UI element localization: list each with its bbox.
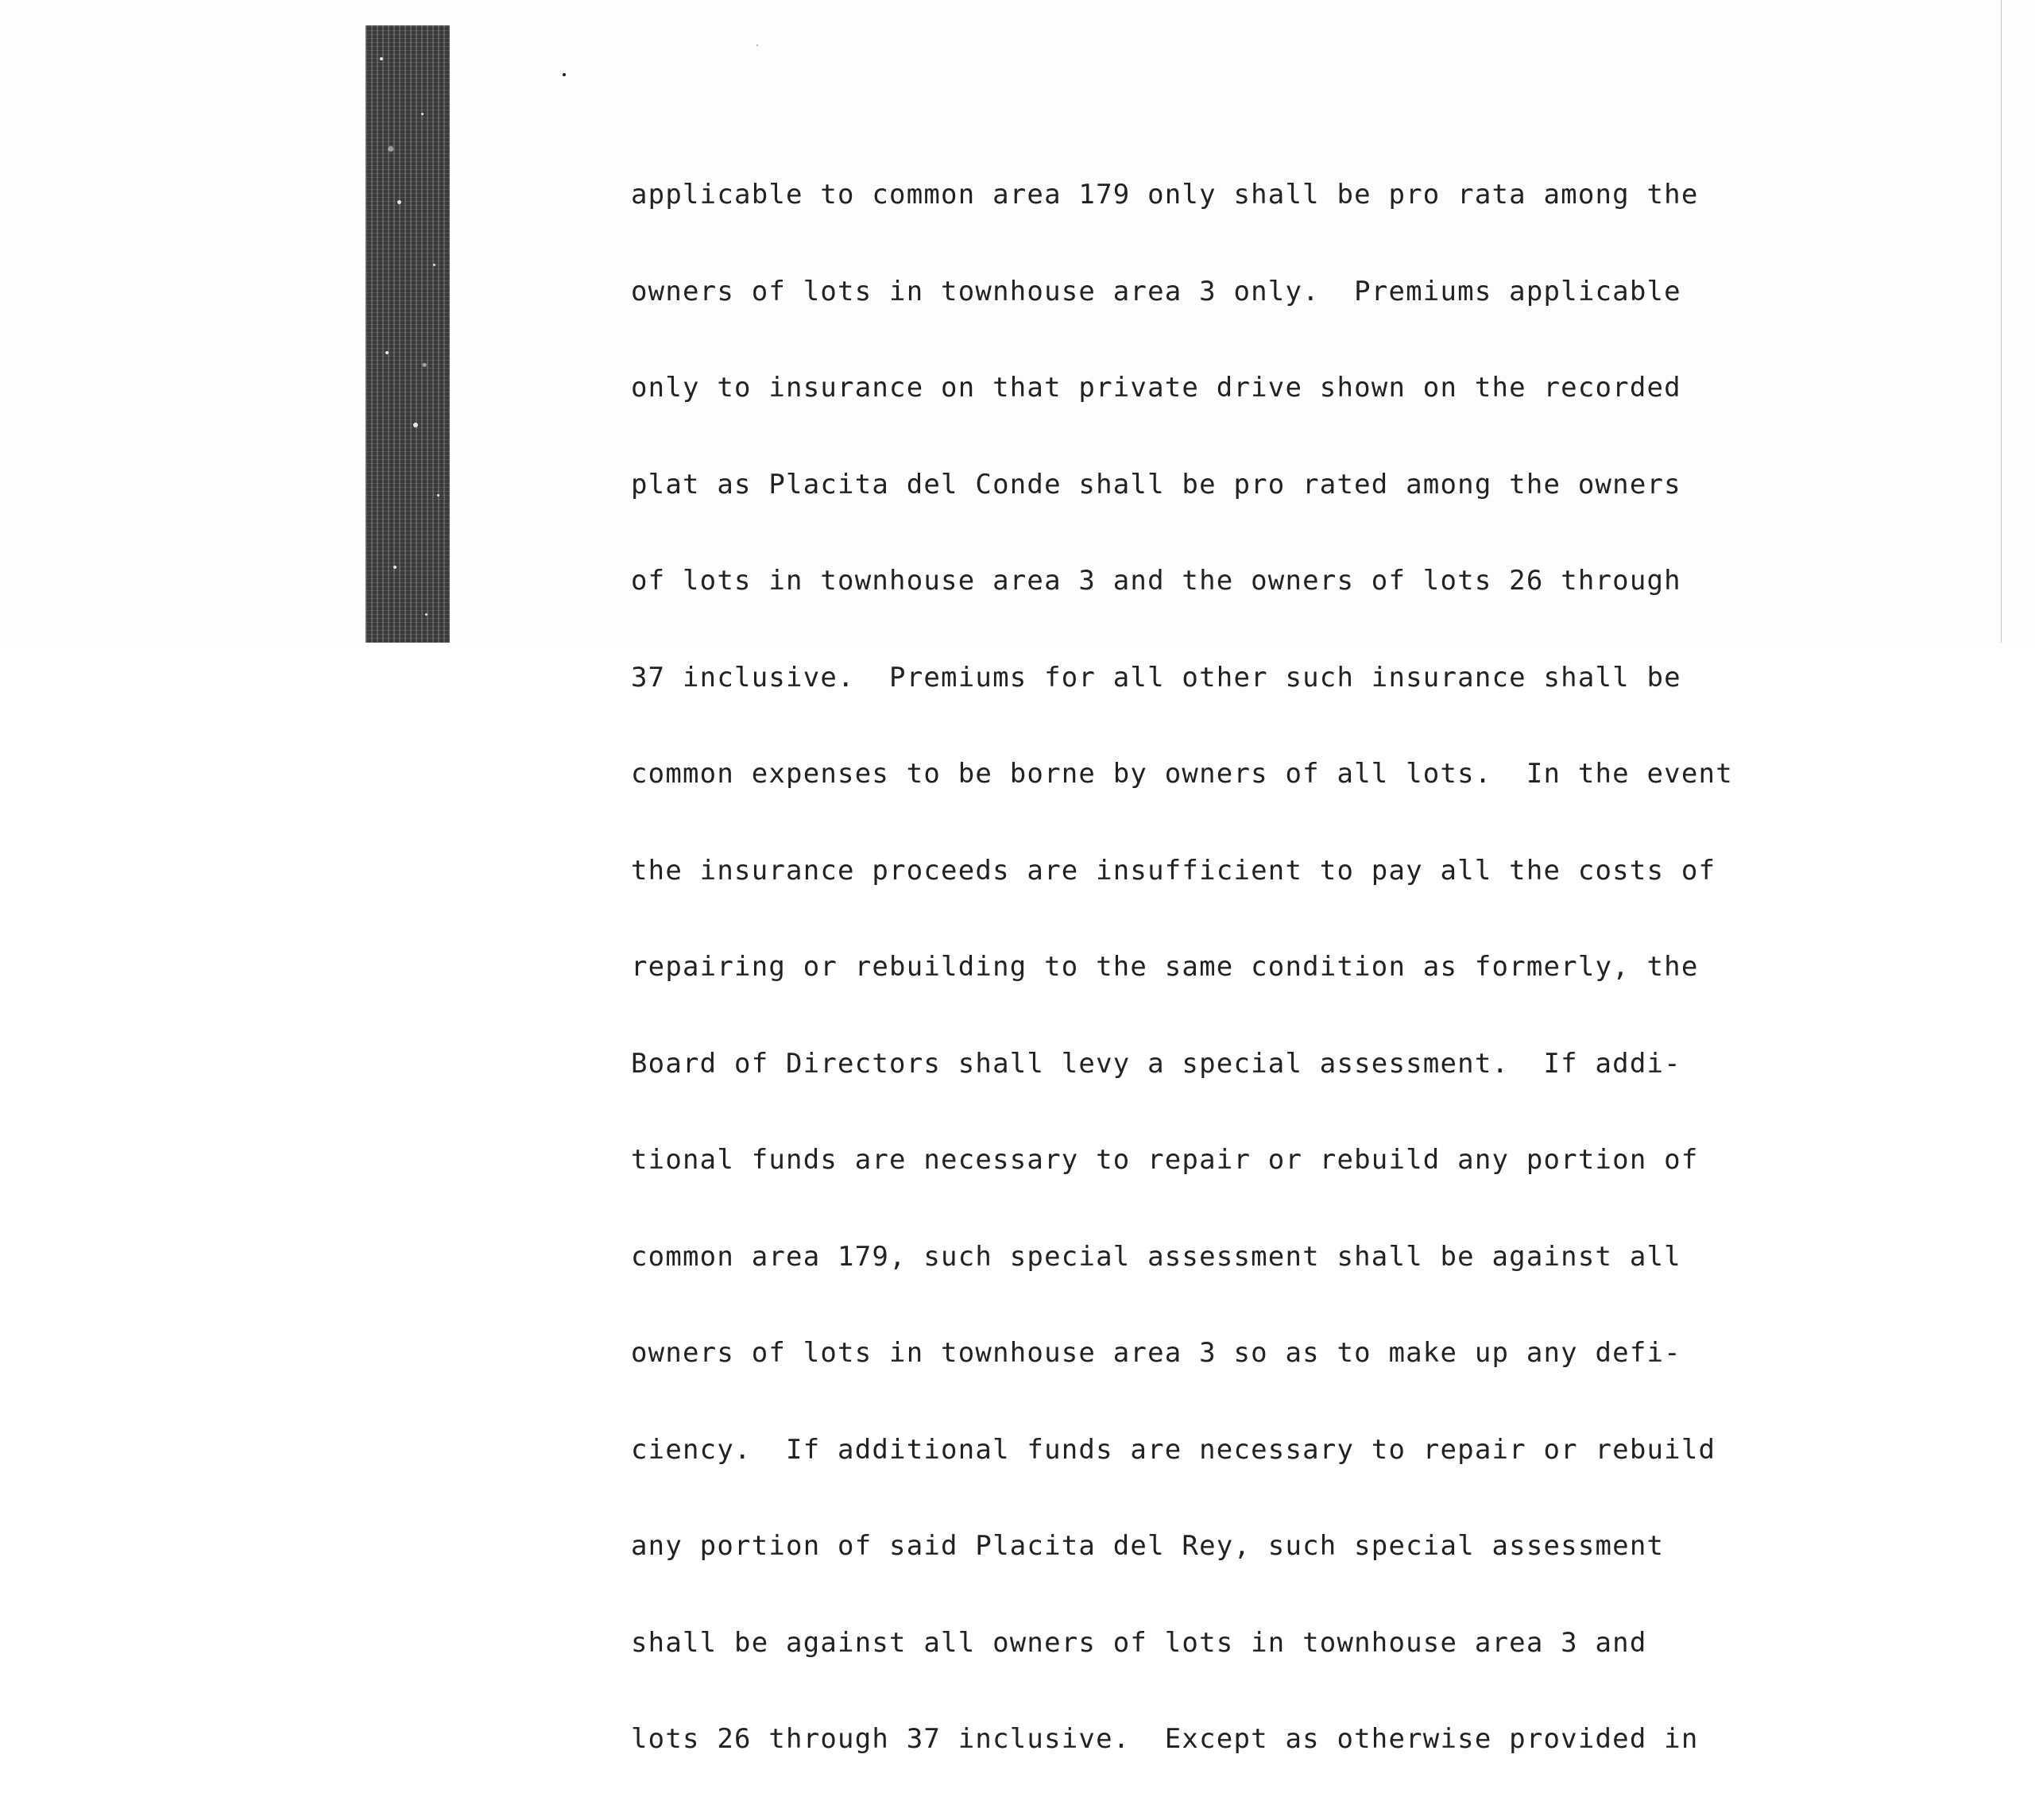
document-body [631,114,1733,1820]
text-line: ciency. If additional funds are necessary to repair or rebuild [631,1433,1716,1466]
text-line: shall be against all owners of lots in townhouse area 3 and [631,1626,1647,1659]
page-edge-line [2001,0,2002,643]
scan-edge-shadow [366,25,450,643]
text-line: repairing or rebuilding to the same condition as formerly, the [631,951,1699,983]
text-line: 37 inclusive. Premiums for all other such insurance shall be [631,661,1681,694]
text-line: any portion of said Placita del Rey, such special assessment [631,1530,1665,1562]
text-line: applicable to common area 179 only shall be pro rata among the [631,179,1699,211]
scan-speck [563,73,566,76]
text-line: plat as Placita del Conde shall be pro rated among the owners [631,468,1681,500]
text-line: Board of Directors shall levy a special assessment. If addi- [631,1047,1681,1080]
text-line: lots 26 through 37 inclusive. Except as otherwise provided in [631,1723,1699,1755]
scan-speck [756,44,758,46]
text-line: only to insurance on that private drive shown on the recorded [631,372,1681,404]
text-line: common expenses to be borne by owners of all lots. In the event [631,758,1733,790]
text-line: owners of lots in townhouse area 3 only. Premiums applicable [631,275,1681,307]
text-line: the insurance proceeds are insufficient to pay all the costs of [631,854,1716,887]
text-line: common area 179, such special assessment shall be against all [631,1240,1681,1273]
text-line: tional funds are necessary to repair or rebuild any portion of [631,1144,1699,1176]
text-line: owners of lots in townhouse area 3 so as to make up any defi- [631,1337,1681,1369]
text-line: of lots in townhouse area 3 and the owners of lots 26 through [631,565,1681,597]
